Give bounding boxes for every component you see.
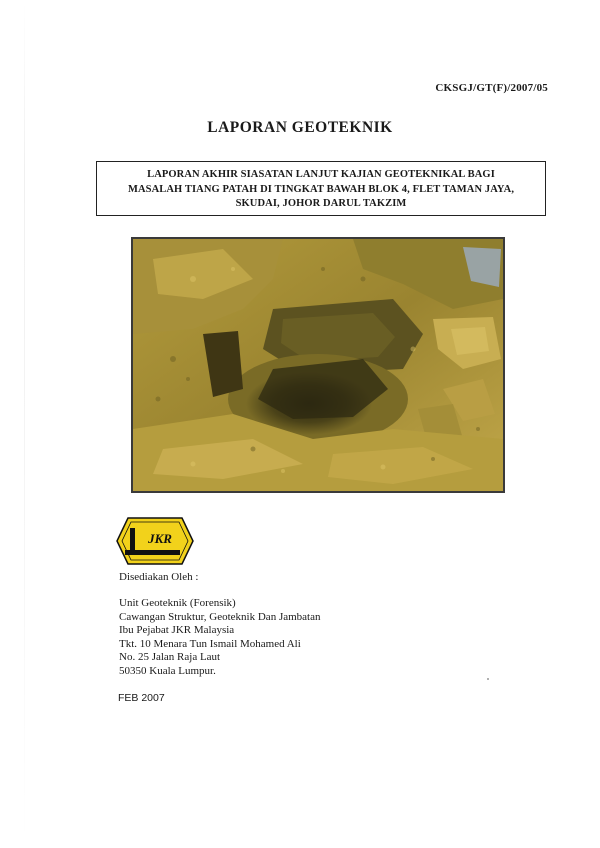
address-line: Tkt. 10 Menara Tun Ismail Mohamed Ali bbox=[119, 637, 301, 650]
jkr-logo bbox=[116, 516, 194, 566]
address-line: 50350 Kuala Lumpur. bbox=[119, 664, 216, 677]
scan-speck bbox=[487, 678, 489, 680]
logo-lettering: JKR bbox=[148, 531, 172, 546]
address-line: Unit Geoteknik (Forensik) bbox=[119, 597, 236, 609]
address-line: Cawangan Struktur, Geoteknik Dan Jambatan bbox=[119, 610, 321, 623]
address-line: Ibu Pejabat JKR Malaysia bbox=[119, 624, 235, 637]
address-line: No. 25 Jalan Raja Laut bbox=[119, 651, 221, 664]
address-block bbox=[119, 597, 320, 679]
prepared-by-label: Disediakan Oleh : bbox=[119, 571, 199, 583]
document-code: CKSGJ/GT(F)/2007/05 bbox=[435, 82, 548, 94]
site-photo bbox=[131, 237, 505, 493]
document-title: LAPORAN GEOTEKNIK bbox=[207, 119, 393, 136]
subject-line: MASALAH TIANG PATAH DI TINGKAT BAWAH BLOK 4, FLET TAMAN JAYA, bbox=[127, 183, 515, 195]
subject-line: SKUDAI, JOHOR DARUL TAKZIM bbox=[235, 198, 407, 209]
jkr-logo-icon bbox=[116, 516, 194, 566]
report-date: FEB 2007 bbox=[118, 692, 165, 704]
subject-box bbox=[96, 161, 546, 216]
subject-line: LAPORAN AKHIR SIASATAN LANJUT KAJIAN GEOTEKNIKAL BAGI bbox=[147, 169, 495, 180]
excavation-photo bbox=[133, 239, 503, 491]
